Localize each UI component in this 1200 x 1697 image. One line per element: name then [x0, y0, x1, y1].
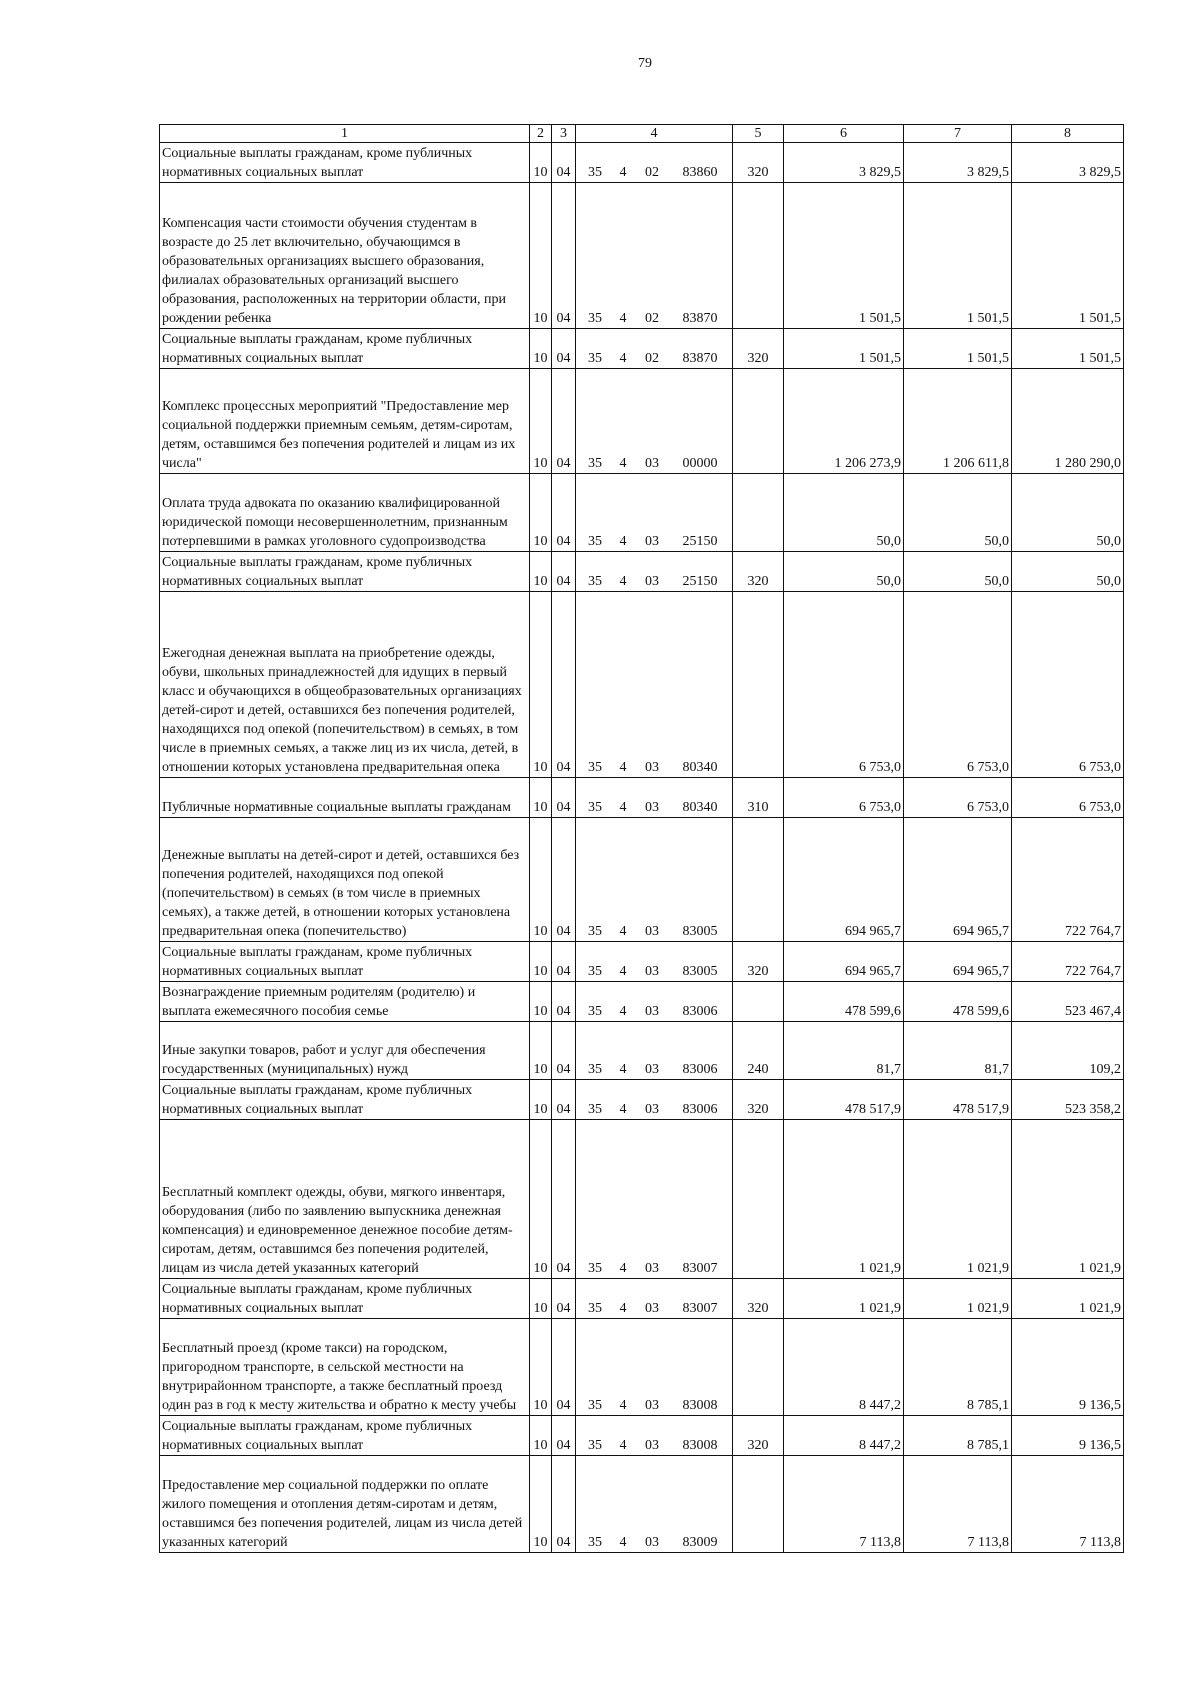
row-subsection: 04 — [552, 1022, 576, 1080]
row-amount-year-2: 6 753,0 — [904, 592, 1012, 778]
row-section: 10 — [530, 369, 552, 474]
row-section: 10 — [530, 1080, 552, 1120]
header-col-1: 1 — [160, 125, 530, 143]
row-direction: 83007 — [682, 1301, 718, 1316]
row-target-article — [576, 1022, 733, 1080]
row-program-type: 4 — [619, 1398, 627, 1413]
table-row — [160, 1022, 1124, 1080]
row-target-article — [576, 1416, 733, 1456]
row-program-type: 4 — [619, 165, 627, 180]
row-event: 03 — [645, 1398, 659, 1413]
row-target-article — [576, 942, 733, 982]
row-name: Предоставление мер социальной поддержки по оплате жилого помещения и отопления детям-сиротам и детям, оставшимся без попечения родителей, лицам из числа детей указанных категорий — [160, 1456, 530, 1553]
table-row — [160, 1319, 1124, 1416]
row-amount-year-1: 1 501,5 — [784, 329, 904, 369]
table-row — [160, 552, 1124, 592]
row-expense-type: 320 — [733, 143, 784, 183]
row-section: 10 — [530, 592, 552, 778]
row-name: Социальные выплаты гражданам, кроме публичных нормативных социальных выплат — [160, 552, 530, 592]
row-event: 03 — [645, 574, 659, 589]
row-amount-year-2: 478 599,6 — [904, 982, 1012, 1022]
row-event: 03 — [645, 1438, 659, 1453]
table-row — [160, 942, 1124, 982]
row-program-type: 4 — [619, 924, 627, 939]
row-target-article — [576, 1319, 733, 1416]
row-expense-type — [733, 592, 784, 778]
row-event: 03 — [645, 1301, 659, 1316]
row-amount-year-2: 50,0 — [904, 474, 1012, 552]
row-amount-year-2: 1 021,9 — [904, 1279, 1012, 1319]
row-expense-type — [733, 183, 784, 329]
row-subsection: 04 — [552, 1319, 576, 1416]
row-target-article — [576, 818, 733, 942]
row-target-article — [576, 552, 733, 592]
row-amount-year-3: 1 501,5 — [1012, 183, 1124, 329]
row-amount-year-1: 1 206 273,9 — [784, 369, 904, 474]
row-subsection: 04 — [552, 1279, 576, 1319]
row-amount-year-3: 9 136,5 — [1012, 1416, 1124, 1456]
row-expense-type: 240 — [733, 1022, 784, 1080]
row-direction: 80340 — [682, 800, 718, 815]
row-amount-year-3: 722 764,7 — [1012, 818, 1124, 942]
row-amount-year-2: 1 021,9 — [904, 1120, 1012, 1279]
row-section: 10 — [530, 778, 552, 818]
row-program: 35 — [588, 1438, 602, 1453]
row-program: 35 — [588, 1004, 602, 1019]
row-program-type: 4 — [619, 1438, 627, 1453]
header-col-4: 4 — [576, 125, 733, 143]
row-direction: 83870 — [682, 351, 718, 366]
row-program: 35 — [588, 1062, 602, 1077]
row-name: Социальные выплаты гражданам, кроме публичных нормативных социальных выплат — [160, 329, 530, 369]
row-program-type: 4 — [619, 1102, 627, 1117]
row-amount-year-1: 694 965,7 — [784, 818, 904, 942]
row-event: 03 — [645, 1535, 659, 1550]
row-subsection: 04 — [552, 474, 576, 552]
row-direction: 80340 — [682, 760, 718, 775]
row-program: 35 — [588, 534, 602, 549]
table-row — [160, 778, 1124, 818]
row-target-article — [576, 982, 733, 1022]
row-section: 10 — [530, 183, 552, 329]
row-expense-type — [733, 1120, 784, 1279]
row-name: Иные закупки товаров, работ и услуг для обеспечения государственных (муниципальных) нужд — [160, 1022, 530, 1080]
row-amount-year-3: 3 829,5 — [1012, 143, 1124, 183]
row-expense-type: 320 — [733, 1080, 784, 1120]
row-section: 10 — [530, 1456, 552, 1553]
row-program: 35 — [588, 760, 602, 775]
row-program-type: 4 — [619, 351, 627, 366]
row-name: Социальные выплаты гражданам, кроме публичных нормативных социальных выплат — [160, 942, 530, 982]
row-program-type: 4 — [619, 574, 627, 589]
row-direction: 83007 — [682, 1261, 718, 1276]
row-program: 35 — [588, 1398, 602, 1413]
table-row — [160, 982, 1124, 1022]
row-event: 03 — [645, 1261, 659, 1276]
header-col-3: 3 — [552, 125, 576, 143]
row-subsection: 04 — [552, 818, 576, 942]
row-program: 35 — [588, 964, 602, 979]
row-amount-year-3: 523 467,4 — [1012, 982, 1124, 1022]
row-target-article — [576, 592, 733, 778]
row-expense-type: 320 — [733, 942, 784, 982]
table-row — [160, 1120, 1124, 1279]
row-name: Денежные выплаты на детей-сирот и детей, оставшихся без попечения родителей, находящихся под опекой (попечительством) в семьях (в том числе в приемных семьях), а также детей, в отношении которых установлена предварительная опека (попечительство) — [160, 818, 530, 942]
row-amount-year-2: 694 965,7 — [904, 818, 1012, 942]
row-section: 10 — [530, 1022, 552, 1080]
row-program-type: 4 — [619, 1535, 627, 1550]
table-row — [160, 329, 1124, 369]
row-direction: 83870 — [682, 311, 718, 326]
row-expense-type — [733, 1456, 784, 1553]
row-amount-year-2: 50,0 — [904, 552, 1012, 592]
row-section: 10 — [530, 1120, 552, 1279]
row-section: 10 — [530, 942, 552, 982]
row-section: 10 — [530, 143, 552, 183]
row-expense-type: 320 — [733, 329, 784, 369]
row-program-type: 4 — [619, 800, 627, 815]
row-name: Ежегодная денежная выплата на приобретение одежды, обуви, школьных принадлежностей для идущих в первый класс и обучающихся в общеобразовательных организациях детей-сирот и детей, оставшихся без попечения родителей, находящихся под опекой (попечительством) в семьях, в том числе в приемных семьях, а также лиц из их числа, детей, в отношении которых установлена предварительная опека — [160, 592, 530, 778]
row-subsection: 04 — [552, 592, 576, 778]
budget-table — [159, 124, 1124, 1553]
row-direction: 83005 — [682, 964, 718, 979]
row-amount-year-1: 694 965,7 — [784, 942, 904, 982]
row-event: 02 — [645, 311, 659, 326]
row-amount-year-1: 50,0 — [784, 474, 904, 552]
row-expense-type: 320 — [733, 1416, 784, 1456]
row-amount-year-2: 478 517,9 — [904, 1080, 1012, 1120]
row-name: Социальные выплаты гражданам, кроме публичных нормативных социальных выплат — [160, 1279, 530, 1319]
row-event: 03 — [645, 800, 659, 815]
row-program-type: 4 — [619, 311, 627, 326]
table-row — [160, 143, 1124, 183]
row-program: 35 — [588, 1535, 602, 1550]
row-program-type: 4 — [619, 1261, 627, 1276]
row-target-article — [576, 1080, 733, 1120]
row-amount-year-3: 50,0 — [1012, 552, 1124, 592]
row-amount-year-3: 722 764,7 — [1012, 942, 1124, 982]
row-event: 03 — [645, 1004, 659, 1019]
row-event: 02 — [645, 351, 659, 366]
row-direction: 25150 — [682, 574, 718, 589]
row-amount-year-3: 6 753,0 — [1012, 592, 1124, 778]
header-row — [160, 125, 1124, 143]
row-amount-year-3: 1 021,9 — [1012, 1279, 1124, 1319]
row-expense-type: 320 — [733, 1279, 784, 1319]
table-row — [160, 1456, 1124, 1553]
row-expense-type — [733, 818, 784, 942]
row-amount-year-2: 1 206 611,8 — [904, 369, 1012, 474]
row-event: 03 — [645, 1062, 659, 1077]
row-program-type: 4 — [619, 456, 627, 471]
row-section: 10 — [530, 1319, 552, 1416]
row-expense-type — [733, 982, 784, 1022]
row-program: 35 — [588, 311, 602, 326]
row-expense-type — [733, 474, 784, 552]
row-amount-year-3: 1 280 290,0 — [1012, 369, 1124, 474]
row-program-type: 4 — [619, 1062, 627, 1077]
row-amount-year-3: 7 113,8 — [1012, 1456, 1124, 1553]
table-row — [160, 592, 1124, 778]
row-program: 35 — [588, 1102, 602, 1117]
row-amount-year-1: 1 021,9 — [784, 1279, 904, 1319]
row-name: Вознаграждение приемным родителям (родителю) и выплата ежемесячного пособия семье — [160, 982, 530, 1022]
row-program-type: 4 — [619, 1301, 627, 1316]
row-program: 35 — [588, 351, 602, 366]
row-target-article — [576, 329, 733, 369]
row-event: 03 — [645, 924, 659, 939]
row-name: Бесплатный комплект одежды, обуви, мягкого инвентаря, оборудования (либо по заявлению выпускника денежная компенсация) и единовременное денежное пособие детям-сиротам, детям, оставшимся без попечения родителей, лицам из числа детей указанных категорий — [160, 1120, 530, 1279]
row-amount-year-1: 1 021,9 — [784, 1120, 904, 1279]
row-program: 35 — [588, 800, 602, 815]
row-amount-year-2: 1 501,5 — [904, 329, 1012, 369]
row-amount-year-3: 50,0 — [1012, 474, 1124, 552]
row-amount-year-1: 1 501,5 — [784, 183, 904, 329]
row-program: 35 — [588, 924, 602, 939]
row-direction: 83006 — [682, 1062, 718, 1077]
row-name: Оплата труда адвоката по оказанию квалифицированной юридической помощи несовершеннолетним, признанным потерпевшими в рамках уголовного судопроизводства — [160, 474, 530, 552]
row-name: Компенсация части стоимости обучения студентам в возрасте до 25 лет включительно, обучающимся в образовательных организациях высшего образования, филиалах образовательных организаций высшего образования, расположенных на территории области, при рождении ребенка — [160, 183, 530, 329]
row-amount-year-1: 478 599,6 — [784, 982, 904, 1022]
row-subsection: 04 — [552, 143, 576, 183]
row-subsection: 04 — [552, 982, 576, 1022]
row-amount-year-3: 523 358,2 — [1012, 1080, 1124, 1120]
row-amount-year-1: 3 829,5 — [784, 143, 904, 183]
row-expense-type — [733, 369, 784, 474]
row-subsection: 04 — [552, 1416, 576, 1456]
row-target-article — [576, 474, 733, 552]
row-direction: 83009 — [682, 1535, 718, 1550]
row-subsection: 04 — [552, 329, 576, 369]
row-direction: 83008 — [682, 1438, 718, 1453]
table-row — [160, 1279, 1124, 1319]
row-name: Социальные выплаты гражданам, кроме публичных нормативных социальных выплат — [160, 1080, 530, 1120]
row-name: Комплекс процессных мероприятий "Предоставление мер социальной поддержки приемным семьям, детям-сиротам, детям, оставшимся без попечения родителей и лицам из их числа" — [160, 369, 530, 474]
row-subsection: 04 — [552, 183, 576, 329]
header-col-5: 5 — [733, 125, 784, 143]
row-direction: 83008 — [682, 1398, 718, 1413]
row-subsection: 04 — [552, 1080, 576, 1120]
row-amount-year-2: 694 965,7 — [904, 942, 1012, 982]
row-direction: 83005 — [682, 924, 718, 939]
row-event: 02 — [645, 165, 659, 180]
table-row — [160, 1080, 1124, 1120]
row-section: 10 — [530, 474, 552, 552]
row-target-article — [576, 1120, 733, 1279]
row-amount-year-2: 6 753,0 — [904, 778, 1012, 818]
row-event: 03 — [645, 534, 659, 549]
row-event: 03 — [645, 760, 659, 775]
row-subsection: 04 — [552, 1456, 576, 1553]
row-program: 35 — [588, 574, 602, 589]
row-direction: 83006 — [682, 1004, 718, 1019]
row-program-type: 4 — [619, 760, 627, 775]
row-amount-year-2: 3 829,5 — [904, 143, 1012, 183]
table-row — [160, 474, 1124, 552]
table-row — [160, 818, 1124, 942]
row-expense-type: 320 — [733, 552, 784, 592]
row-program-type: 4 — [619, 964, 627, 979]
row-subsection: 04 — [552, 942, 576, 982]
row-event: 03 — [645, 964, 659, 979]
row-direction: 00000 — [682, 456, 718, 471]
row-program: 35 — [588, 1301, 602, 1316]
row-event: 03 — [645, 456, 659, 471]
row-target-article — [576, 183, 733, 329]
header-col-8: 8 — [1012, 125, 1124, 143]
row-name: Социальные выплаты гражданам, кроме публичных нормативных социальных выплат — [160, 143, 530, 183]
row-amount-year-2: 1 501,5 — [904, 183, 1012, 329]
row-amount-year-1: 6 753,0 — [784, 592, 904, 778]
row-section: 10 — [530, 818, 552, 942]
table-row — [160, 183, 1124, 329]
row-target-article — [576, 1279, 733, 1319]
row-amount-year-3: 9 136,5 — [1012, 1319, 1124, 1416]
row-subsection: 04 — [552, 1120, 576, 1279]
page-number: 79 — [638, 56, 652, 71]
row-subsection: 04 — [552, 552, 576, 592]
row-direction: 83860 — [682, 165, 718, 180]
row-program-type: 4 — [619, 1004, 627, 1019]
row-name: Бесплатный проезд (кроме такси) на городском, пригородном транспорте, в сельской местности на внутрирайонном транспорте, а также бесплатный проезд один раз в год к месту жительства и обратно к месту учебы — [160, 1319, 530, 1416]
row-amount-year-2: 7 113,8 — [904, 1456, 1012, 1553]
row-section: 10 — [530, 1279, 552, 1319]
row-event: 03 — [645, 1102, 659, 1117]
row-section: 10 — [530, 552, 552, 592]
row-amount-year-3: 109,2 — [1012, 1022, 1124, 1080]
row-amount-year-3: 6 753,0 — [1012, 778, 1124, 818]
row-subsection: 04 — [552, 369, 576, 474]
header-col-2: 2 — [530, 125, 552, 143]
row-target-article — [576, 1456, 733, 1553]
row-subsection: 04 — [552, 778, 576, 818]
table-row — [160, 369, 1124, 474]
row-program-type: 4 — [619, 534, 627, 549]
row-name: Социальные выплаты гражданам, кроме публичных нормативных социальных выплат — [160, 1416, 530, 1456]
row-program: 35 — [588, 165, 602, 180]
row-section: 10 — [530, 1416, 552, 1456]
row-name: Публичные нормативные социальные выплаты гражданам — [160, 778, 530, 818]
row-amount-year-2: 8 785,1 — [904, 1416, 1012, 1456]
row-target-article — [576, 143, 733, 183]
row-expense-type: 310 — [733, 778, 784, 818]
table-body — [160, 125, 1124, 1553]
row-direction: 25150 — [682, 534, 718, 549]
row-expense-type — [733, 1319, 784, 1416]
row-direction: 83006 — [682, 1102, 718, 1117]
row-amount-year-1: 8 447,2 — [784, 1319, 904, 1416]
row-target-article — [576, 369, 733, 474]
row-amount-year-1: 81,7 — [784, 1022, 904, 1080]
row-amount-year-1: 8 447,2 — [784, 1416, 904, 1456]
row-section: 10 — [530, 329, 552, 369]
row-amount-year-3: 1 501,5 — [1012, 329, 1124, 369]
row-amount-year-3: 1 021,9 — [1012, 1120, 1124, 1279]
row-program: 35 — [588, 456, 602, 471]
row-amount-year-1: 7 113,8 — [784, 1456, 904, 1553]
row-amount-year-1: 50,0 — [784, 552, 904, 592]
row-target-article — [576, 778, 733, 818]
table-row — [160, 1416, 1124, 1456]
row-amount-year-1: 6 753,0 — [784, 778, 904, 818]
row-section: 10 — [530, 982, 552, 1022]
header-col-7: 7 — [904, 125, 1012, 143]
row-amount-year-2: 81,7 — [904, 1022, 1012, 1080]
row-amount-year-2: 8 785,1 — [904, 1319, 1012, 1416]
header-col-6: 6 — [784, 125, 904, 143]
row-program: 35 — [588, 1261, 602, 1276]
row-amount-year-1: 478 517,9 — [784, 1080, 904, 1120]
